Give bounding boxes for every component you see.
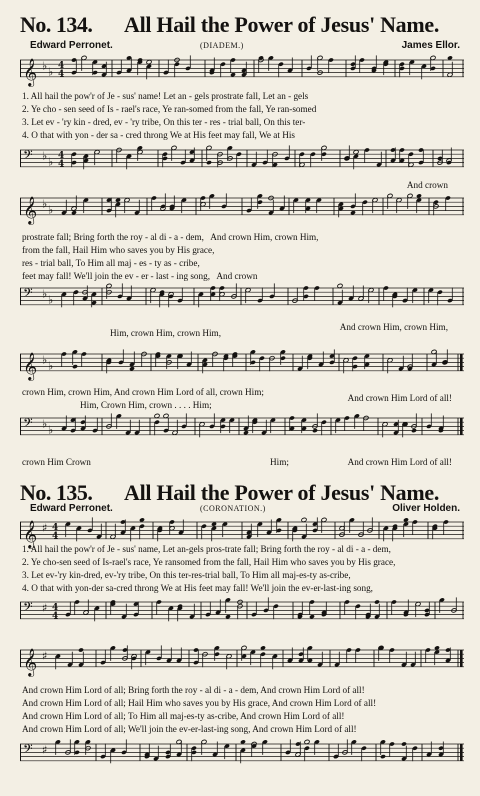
- bass-cue-left: Him, crown Him, crown Him,: [110, 328, 221, 338]
- bass-cue-left: crown Him Crown: [22, 457, 91, 467]
- verse-line-2: from the fall, Hail Him who saves you by His grace,: [22, 245, 215, 255]
- svg-text:♭: ♭: [42, 353, 48, 367]
- svg-text:4: 4: [58, 150, 65, 161]
- svg-text:4: 4: [58, 60, 65, 71]
- svg-text:𝄞: 𝄞: [23, 57, 38, 86]
- svg-text:♯: ♯: [42, 601, 48, 615]
- svg-text:♭: ♭: [42, 149, 48, 163]
- svg-text:𝄞: 𝄞: [23, 519, 38, 548]
- staff-graphic: [20, 642, 464, 688]
- svg-text:♭: ♭: [48, 293, 54, 307]
- verse-line-4: feet may fall! We'll join the ev - er - last - ing song, And crown: [22, 271, 258, 281]
- svg-text:♯: ♯: [42, 743, 48, 757]
- music-system-2: [20, 594, 464, 640]
- hymn-title: All Hail the Power of Jesus' Name.: [124, 480, 440, 505]
- svg-text:4: 4: [58, 159, 65, 170]
- verse-line-2: Him, Crown Him, crown . . . . Him;: [80, 400, 212, 410]
- bass-cue-right: And crown Him Lord of all!: [347, 457, 452, 467]
- svg-text:♭: ♭: [42, 417, 48, 431]
- verse-line-2: 2. Ye cho - sen seed of Is - rael's race, Ye ran-somed from the fall, Ye ran-somed: [22, 104, 317, 114]
- svg-text:4: 4: [52, 611, 59, 622]
- svg-text:♭: ♭: [42, 287, 48, 301]
- verse-line-1: 1. All hail the pow'r of Je - sus' name! Let an - gels prostrate fall, Let an - gels: [22, 91, 309, 101]
- verse-line-4: 4. O that with yon-der sa-cred throng We at His feet may fall! We'll join the ev-er-last-ing song,: [22, 583, 373, 593]
- staff-graphic: [20, 736, 464, 782]
- music-system-3: [20, 190, 464, 236]
- svg-text:♭: ♭: [48, 155, 54, 169]
- bass-cue-mid: Him;: [270, 457, 289, 467]
- svg-text:4: 4: [58, 69, 65, 80]
- verse-line-2: 2. Ye cho-sen seed of Is-rael's race, Ye ransomed from the fall, Hail Him who saves you by His grace,: [22, 557, 396, 567]
- svg-text:𝄢: 𝄢: [23, 599, 33, 618]
- bass-cue-right: And crown Him, crown Him,: [339, 322, 448, 332]
- svg-text:♭: ♭: [48, 359, 54, 373]
- music-system-6: [20, 410, 464, 456]
- verse-line-1: And crown Him Lord of all; Bring forth the roy - al di - a - dem, And crown Him Lord of all!: [22, 685, 365, 695]
- lyricist: Edward Perronet.: [30, 40, 113, 51]
- staff-graphic: [20, 280, 464, 326]
- svg-text:♯: ♯: [42, 521, 48, 535]
- svg-text:𝄢: 𝄢: [23, 741, 33, 760]
- verse-line-4: 4. O that with yon - der sa - cred throng We at His feet may fall, We at His: [22, 130, 295, 140]
- lyricist: Edward Perronet.: [30, 503, 113, 514]
- svg-text:𝄞: 𝄞: [23, 351, 38, 380]
- hymn-title: All Hail the Power of Jesus' Name.: [124, 12, 440, 37]
- music-system-3: [20, 642, 464, 688]
- svg-text:4: 4: [52, 602, 59, 613]
- svg-text:𝄞: 𝄞: [23, 195, 38, 224]
- svg-text:𝄢: 𝄢: [23, 147, 33, 166]
- composer: Oliver Holden.: [392, 503, 460, 514]
- verse-line-4: And crown Him Lord of all; We'll join the ev-er-last-ing song, And crown Him Lord of all!: [22, 724, 357, 734]
- svg-text:𝄞: 𝄞: [23, 647, 38, 676]
- svg-text:4: 4: [52, 531, 59, 542]
- music-system-4: [20, 736, 464, 782]
- hymn-134-credits: [30, 40, 460, 52]
- staff-graphic: [20, 190, 464, 236]
- verse-line-1: crown Him, crown Him, And crown Him Lord of all, crown Him;: [22, 387, 264, 397]
- hymn-number: No. 135.: [20, 480, 93, 505]
- tune-name: (CORONATION.): [200, 504, 266, 513]
- verse-line-1: prostrate fall; Bring forth the roy - al di - a - dem, And crown Him, crown Him,: [22, 232, 319, 242]
- verse-line-3: 3. Let ev - 'ry kin - dred, ev - 'ry tribe, On this ter - res - trial ball, On this ter-: [22, 117, 306, 127]
- svg-text:♭: ♭: [48, 203, 54, 217]
- svg-text:♭: ♭: [42, 197, 48, 211]
- staff-graphic: [20, 594, 464, 640]
- svg-text:♯: ♯: [42, 649, 48, 663]
- verse-line-3: 3. Let ev-'ry kin-dred, ev-'ry tribe, On this ter-res-trial ball, To Him all maj-es-ty as-cribe,: [22, 570, 351, 580]
- tune-name: (DIADEM.): [200, 41, 244, 50]
- verse-line-2: And crown Him Lord of all; Hail Him who saves you by His grace, And crown Him Lord of all!: [22, 698, 377, 708]
- music-system-4: [20, 280, 464, 326]
- verse-line-1: 1. All hail the pow'r of Je - sus' name, Let an-gels pros-trate fall; Bring forth the roy - al di - a - dem,: [22, 544, 391, 554]
- svg-text:𝄢: 𝄢: [23, 415, 33, 434]
- hymn-134-header: [20, 12, 464, 42]
- refrain-line: And crown Him Lord of all!: [347, 393, 452, 403]
- composer: James Ellor.: [401, 40, 460, 51]
- svg-text:♭: ♭: [48, 423, 54, 437]
- staff-graphic: [20, 410, 464, 456]
- svg-text:♭: ♭: [48, 65, 54, 79]
- svg-text:♭: ♭: [42, 59, 48, 73]
- svg-text:𝄢: 𝄢: [23, 285, 33, 304]
- verse-line-3: And crown Him Lord of all; To Him all maj-es-ty as-cribe, And crown Him Lord of all!: [22, 711, 345, 721]
- bass-cue: And crown: [406, 180, 448, 190]
- svg-text:4: 4: [52, 522, 59, 533]
- verse-line-3: res - trial ball, To Him all maj - es - ty as - cribe,: [22, 258, 200, 268]
- hymn-number: No. 134.: [20, 12, 93, 37]
